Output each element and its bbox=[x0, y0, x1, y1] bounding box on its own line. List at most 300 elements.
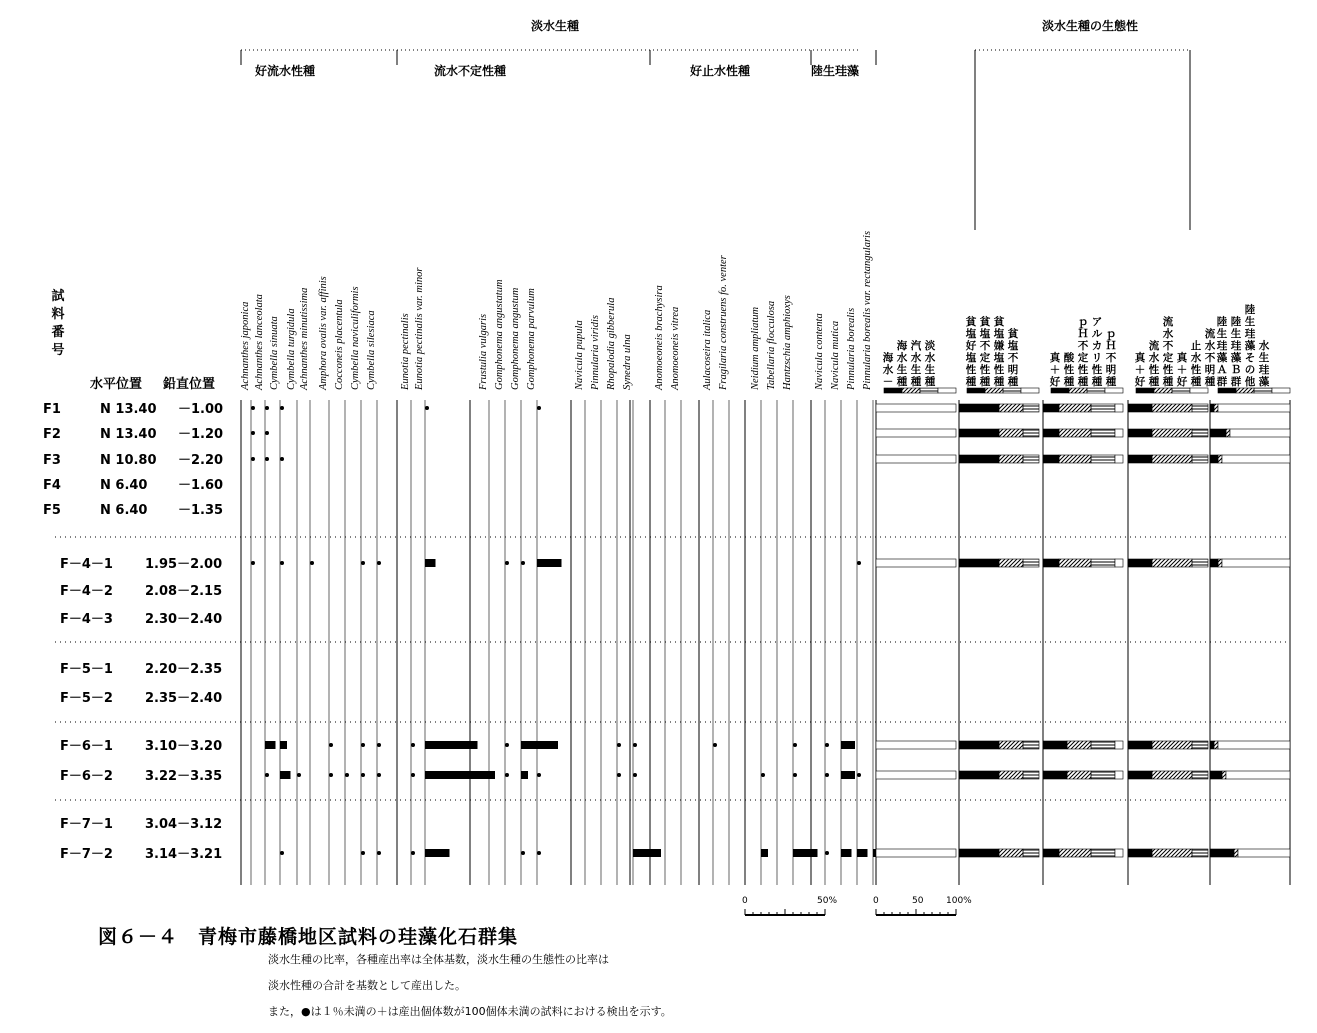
taxon-bar bbox=[280, 771, 291, 779]
eco-bar-segment bbox=[959, 559, 999, 567]
eco-bar-segment bbox=[1043, 849, 1059, 857]
eco-label-char: 定 bbox=[979, 352, 991, 364]
eco-label-char: 止 bbox=[1190, 340, 1202, 352]
eco-label-char: 水 bbox=[1148, 352, 1160, 364]
eco-label-char: 塩 bbox=[993, 328, 1005, 340]
sample-vertical: －1.20 bbox=[178, 427, 224, 442]
taxon-label: Cocconeis placentula bbox=[334, 299, 345, 390]
sample-horizontal: N 13.40 bbox=[100, 427, 157, 442]
eco-bar-segment bbox=[959, 741, 999, 749]
taxon-label: Pinnularia viridis bbox=[590, 315, 601, 390]
eco-label-char: 真 bbox=[1176, 352, 1188, 364]
eco-bar-segment bbox=[1023, 455, 1039, 463]
eco-label-char: 性 bbox=[1162, 364, 1174, 376]
eco-label-char: 生 bbox=[924, 364, 936, 376]
taxon-label: Gomphonema parvulum bbox=[526, 288, 537, 390]
eco-label-char: 種 bbox=[1105, 376, 1117, 388]
eco-bar-segment bbox=[1023, 559, 1039, 567]
eco-bar-segment bbox=[1059, 455, 1091, 463]
taxon-dot bbox=[297, 773, 301, 777]
eco-bar-segment bbox=[1023, 771, 1039, 779]
eco-bar-segment bbox=[1152, 455, 1192, 463]
eco-bar-segment bbox=[1210, 455, 1218, 463]
eco-bar-segment bbox=[1043, 741, 1067, 749]
eco-label-char: 好 bbox=[1049, 376, 1061, 388]
eco-bar-segment bbox=[1091, 404, 1115, 412]
taxon-label: Navicula mutica bbox=[830, 320, 841, 390]
eco-label-char: ｐ bbox=[1105, 328, 1117, 340]
eco-legend-swatch bbox=[1254, 388, 1272, 393]
eco-label-char: 生 bbox=[896, 364, 908, 376]
eco-label-char: 性 bbox=[993, 364, 1005, 376]
taxon-bar bbox=[521, 771, 528, 779]
eco-label-char: 他 bbox=[1244, 376, 1256, 388]
taxon-label: Fragilaria construens fo. venter bbox=[718, 255, 729, 390]
eco-label-char: 不 bbox=[1204, 352, 1216, 364]
row-header-char: 番 bbox=[51, 325, 65, 340]
eco-label-char: 塩 bbox=[1007, 340, 1019, 352]
eco-label-char: 塩 bbox=[979, 328, 991, 340]
eco-label-char: 性 bbox=[1063, 364, 1075, 376]
group-tick bbox=[397, 50, 650, 65]
taxon-dot bbox=[265, 457, 269, 461]
eco-label-char: 明 bbox=[1105, 364, 1117, 376]
taxon-dot bbox=[265, 406, 269, 410]
sample-vertical: －1.60 bbox=[178, 478, 224, 493]
eco-bar-segment bbox=[1043, 455, 1059, 463]
eco-legend-swatch bbox=[1218, 388, 1236, 393]
taxon-dot bbox=[761, 773, 765, 777]
eco-bar-segment bbox=[1091, 559, 1115, 567]
group-label: 好止水性種 bbox=[689, 64, 751, 78]
taxon-dot bbox=[825, 773, 829, 777]
col-horizontal-label: 水平位置 bbox=[90, 377, 143, 392]
eco-label-char: 種 bbox=[993, 376, 1005, 388]
eco-label-char: 流 bbox=[1204, 328, 1216, 340]
eco-label-char: 水 bbox=[1162, 328, 1174, 340]
sample-horizontal: N 6.40 bbox=[100, 503, 148, 518]
eco-label-char: 珪 bbox=[1258, 364, 1270, 376]
taxon-label: Eunotia pectinalis var. minor bbox=[414, 267, 425, 390]
taxon-label: Cymbella sinuata bbox=[269, 316, 280, 390]
eco-bar-segment bbox=[1043, 404, 1059, 412]
taxon-dot bbox=[411, 743, 415, 747]
row-header-char: 料 bbox=[51, 307, 65, 322]
eco-bar-segment bbox=[1218, 741, 1290, 749]
eco-label-char: 種 bbox=[1091, 376, 1103, 388]
eco-bar-segment bbox=[1059, 429, 1091, 437]
taxon-bar bbox=[425, 849, 450, 857]
taxon-bar bbox=[425, 771, 495, 779]
eco-legend-swatch bbox=[1105, 388, 1123, 393]
eco-label-char: 種 bbox=[1148, 376, 1160, 388]
eco-bar-segment bbox=[999, 455, 1023, 463]
sample-id: F3 bbox=[43, 453, 61, 468]
taxon-bar bbox=[841, 771, 855, 779]
eco-label-char: ル bbox=[1091, 328, 1103, 340]
taxon-dot bbox=[633, 773, 637, 777]
eco-label-char: カ bbox=[1091, 340, 1103, 352]
eco-bar-segment bbox=[876, 771, 956, 779]
taxon-dot bbox=[377, 851, 381, 855]
sample-horizontal: 3.22－3.35 bbox=[145, 769, 223, 784]
sample-vertical: －2.20 bbox=[178, 453, 224, 468]
taxon-label: Cymbella silesiaca bbox=[366, 310, 377, 390]
eco-legend-swatch bbox=[920, 388, 938, 393]
eco-bar-segment bbox=[999, 771, 1023, 779]
eco-label-char: の bbox=[1244, 364, 1256, 376]
eco-label-char: ｐ bbox=[1077, 316, 1089, 328]
eco-bar-segment bbox=[1091, 429, 1115, 437]
eco-label-char: 好 bbox=[1176, 376, 1188, 388]
eco-legend-swatch bbox=[1190, 388, 1208, 393]
eco-bar-segment bbox=[1152, 559, 1192, 567]
taxon-dot bbox=[361, 743, 365, 747]
eco-label-char: 不 bbox=[1105, 352, 1117, 364]
eco-bar-segment bbox=[1152, 404, 1192, 412]
eco-bar-segment bbox=[1128, 455, 1152, 463]
sample-id: F－7－2 bbox=[60, 847, 113, 862]
row-header-char: 試 bbox=[51, 289, 65, 304]
taxon-dot bbox=[857, 773, 861, 777]
eco-label-char: 陸 bbox=[1244, 304, 1256, 316]
eco-label-char: 定 bbox=[1162, 352, 1174, 364]
eco-bar-segment bbox=[1115, 455, 1123, 463]
eco-bar-segment bbox=[1152, 741, 1192, 749]
eco-bar-segment bbox=[1192, 404, 1208, 412]
eco-label-char: 貧 bbox=[1007, 328, 1019, 340]
eco-label-char: 流 bbox=[1148, 340, 1160, 352]
taxon-dot bbox=[505, 743, 509, 747]
taxon-label: Anomoeoneis vitrea bbox=[670, 306, 681, 390]
taxa-scale-label: 0 bbox=[742, 896, 748, 906]
taxon-dot bbox=[377, 743, 381, 747]
eco-label-char: 藻 bbox=[1230, 352, 1242, 364]
sample-id: F－4－2 bbox=[60, 584, 113, 599]
eco-bar-segment bbox=[1059, 849, 1091, 857]
eco-label-char: 定 bbox=[1077, 352, 1089, 364]
eco-label-char: 珪 bbox=[1244, 328, 1256, 340]
eco-bar-segment bbox=[1067, 741, 1091, 749]
taxon-dot bbox=[361, 773, 365, 777]
sample-horizontal: 3.10－3.20 bbox=[145, 739, 223, 754]
eco-bar-segment bbox=[1192, 771, 1208, 779]
eco-label-char: Ａ bbox=[1216, 364, 1228, 376]
eco-label-char: 種 bbox=[896, 376, 908, 388]
eco-bar-segment bbox=[1230, 429, 1290, 437]
eco-label-char: 水 bbox=[910, 352, 922, 364]
taxon-dot bbox=[265, 431, 269, 435]
taxon-dot bbox=[280, 457, 284, 461]
eco-bar-segment bbox=[1210, 849, 1234, 857]
eco-bar-segment bbox=[1192, 429, 1208, 437]
eco-label-char: 海 bbox=[896, 340, 908, 352]
eco-bar-segment bbox=[1192, 849, 1208, 857]
eco-label-char: 性 bbox=[1190, 364, 1202, 376]
eco-label-char: 汽 bbox=[910, 340, 922, 352]
eco-bar-segment bbox=[1023, 849, 1039, 857]
taxon-dot bbox=[411, 773, 415, 777]
eco-bar-segment bbox=[999, 849, 1023, 857]
sample-horizontal: 2.35－2.40 bbox=[145, 691, 223, 706]
taxon-label: Cymbella turgidula bbox=[286, 308, 297, 390]
taxon-label: Achnanthes minutissima bbox=[299, 287, 310, 390]
eco-legend-swatch bbox=[938, 388, 956, 393]
eco-bar-segment bbox=[1059, 559, 1091, 567]
eco-bar-segment bbox=[959, 429, 999, 437]
taxon-label: Rhopalodia gibberula bbox=[606, 297, 617, 390]
taxon-dot bbox=[251, 431, 255, 435]
eco-label-char: 種 bbox=[924, 376, 936, 388]
eco-bar-segment bbox=[1210, 559, 1218, 567]
eco-bar-segment bbox=[1222, 455, 1290, 463]
eco-legend-swatch bbox=[1021, 388, 1039, 393]
eco-label-char: 藻 bbox=[1258, 376, 1270, 388]
eco-label-char: Ｂ bbox=[1230, 364, 1242, 376]
eco-label-char: 種 bbox=[965, 376, 977, 388]
eco-label-char: 生 bbox=[1244, 316, 1256, 328]
grid-lines bbox=[55, 50, 1290, 915]
caption-note-3: また，●は１％未満の＋は産出個体数が100個体未満の試料における検出を示す。 bbox=[268, 1005, 672, 1018]
taxon-label: Navicula contenta bbox=[814, 313, 825, 390]
eco-label-char: 種 bbox=[979, 376, 991, 388]
taxon-dot bbox=[825, 743, 829, 747]
eco-label-char: 流 bbox=[1162, 316, 1174, 328]
eco-bracket-tick bbox=[975, 50, 1190, 230]
sample-id: F4 bbox=[43, 478, 61, 493]
taxon-label: Pinnularia borealis var. rectangularis bbox=[862, 230, 873, 390]
eco-scale-label: 50 bbox=[912, 896, 924, 906]
eco-bar-segment bbox=[1210, 404, 1214, 412]
eco-label-char: 酸 bbox=[1063, 352, 1075, 364]
sample-id: F－7－1 bbox=[60, 817, 113, 832]
eco-label-char: 真 bbox=[1134, 352, 1146, 364]
eco-label-char: 性 bbox=[1077, 364, 1089, 376]
eco-legend-swatch bbox=[1051, 388, 1069, 393]
sample-horizontal: 2.20－2.35 bbox=[145, 662, 223, 677]
eco-label-char: Ｈ bbox=[1077, 328, 1089, 340]
eco-label-char: 貧 bbox=[993, 316, 1005, 328]
eco-label-char: 不 bbox=[1077, 340, 1089, 352]
eco-label-char: 種 bbox=[1162, 376, 1174, 388]
eco-bar-segment bbox=[1115, 771, 1123, 779]
eco-bar-segment bbox=[876, 559, 956, 567]
group-tick bbox=[241, 50, 397, 65]
eco-bar-segment bbox=[1226, 771, 1290, 779]
taxon-dot bbox=[617, 743, 621, 747]
taxon-dot bbox=[411, 851, 415, 855]
taxon-dot bbox=[377, 773, 381, 777]
eco-legend-swatch bbox=[1172, 388, 1190, 393]
taxon-dot bbox=[505, 773, 509, 777]
taxon-dot bbox=[425, 406, 429, 410]
taxon-dot bbox=[617, 773, 621, 777]
taxon-dot bbox=[537, 851, 541, 855]
eco-label-char: 明 bbox=[1007, 364, 1019, 376]
taxon-bar bbox=[537, 741, 558, 749]
eco-bar-segment bbox=[1043, 771, 1067, 779]
eco-bar-segment bbox=[1043, 429, 1059, 437]
sample-id: F－6－2 bbox=[60, 769, 113, 784]
eco-label-char: 種 bbox=[1077, 376, 1089, 388]
eco-legend-swatch bbox=[1154, 388, 1172, 393]
eco-label-char: 陸 bbox=[1230, 316, 1242, 328]
eco-bar-segment bbox=[1192, 455, 1208, 463]
taxon-dot bbox=[251, 561, 255, 565]
eco-label-char: 塩 bbox=[993, 352, 1005, 364]
eco-label-char: 性 bbox=[965, 364, 977, 376]
eco-bar-segment bbox=[1192, 741, 1208, 749]
figure-caption: 図６－４ 青梅市藤橋地区試料の珪藻化石群集 bbox=[98, 926, 519, 948]
eco-bar-segment bbox=[1210, 429, 1226, 437]
eco-legend-swatch bbox=[884, 388, 902, 393]
eco-bar-segment bbox=[1218, 559, 1222, 567]
sample-horizontal: N 6.40 bbox=[100, 478, 148, 493]
eco-label-char: 性 bbox=[979, 364, 991, 376]
eco-bar-segment bbox=[959, 404, 999, 412]
eco-label-char: 不 bbox=[1007, 352, 1019, 364]
eco-label-char: 生 bbox=[910, 364, 922, 376]
eco-bar-segment bbox=[1128, 771, 1152, 779]
taxon-dot bbox=[793, 743, 797, 747]
eco-bar-segment bbox=[1210, 771, 1222, 779]
eco-bar-segment bbox=[876, 849, 956, 857]
taxon-label: Tabellaria flocculosa bbox=[766, 300, 777, 390]
eco-bar-segment bbox=[1214, 404, 1218, 412]
taxon-label: Gomphonema angustatum bbox=[494, 279, 505, 390]
eco-scale-label: 0 bbox=[873, 896, 879, 906]
eco-label-char: 種 bbox=[1204, 376, 1216, 388]
eco-bar-segment bbox=[1023, 429, 1039, 437]
taxon-label: Amphora ovalis var. affinis bbox=[318, 276, 329, 390]
eco-label-char: 水 bbox=[924, 352, 936, 364]
taxon-bar bbox=[793, 849, 818, 857]
sample-id: F－5－1 bbox=[60, 662, 113, 677]
group-label: 陸生珪藻 bbox=[810, 64, 860, 78]
eco-label-char: 水 bbox=[1258, 340, 1270, 352]
eco-bar-segment bbox=[1091, 849, 1115, 857]
eco-label-char: 貧 bbox=[979, 316, 991, 328]
eco-bar-segment bbox=[959, 455, 999, 463]
sample-id: F－4－1 bbox=[60, 557, 113, 572]
sample-horizontal: 2.30－2.40 bbox=[145, 612, 223, 627]
taxon-label: Aulacoseira italica bbox=[702, 309, 713, 390]
taxon-bar bbox=[425, 559, 436, 567]
sample-id: F1 bbox=[43, 402, 61, 417]
taxon-bar bbox=[280, 741, 287, 749]
sample-horizontal: 3.14－3.21 bbox=[145, 847, 223, 862]
taxon-dot bbox=[329, 773, 333, 777]
eco-bar-segment bbox=[1214, 741, 1218, 749]
eco-label-char: 性 bbox=[1091, 364, 1103, 376]
taxon-dot bbox=[310, 561, 314, 565]
sample-horizontal: 2.08－2.15 bbox=[145, 584, 223, 599]
eco-legend-swatch bbox=[1136, 388, 1154, 393]
taxon-dot bbox=[329, 743, 333, 747]
eco-label-char: 塩 bbox=[965, 328, 977, 340]
taxon-bar bbox=[537, 559, 562, 567]
eco-label-char: 生 bbox=[1258, 352, 1270, 364]
eco-bar-segment bbox=[999, 559, 1023, 567]
caption-note-1: 淡水生種の比率，各種産出率は全体基数，淡水生種の生態性の比率は bbox=[268, 953, 609, 966]
eco-bar-segment bbox=[1067, 771, 1091, 779]
sample-horizontal: 1.95－2.00 bbox=[145, 557, 223, 572]
taxon-label: Neidium ampliatum bbox=[750, 306, 761, 390]
taxon-label: Achnanthes lanceolata bbox=[254, 294, 265, 390]
sample-horizontal: 3.04－3.12 bbox=[145, 817, 223, 832]
taxon-label: Cymbella naviculiformis bbox=[350, 286, 361, 390]
taxon-label: Frustulia vulgaris bbox=[478, 313, 489, 390]
eco-label-char: 嫌 bbox=[993, 340, 1005, 352]
eco-bar-segment bbox=[999, 429, 1023, 437]
eco-label-char: Ｈ bbox=[1105, 340, 1117, 352]
eco-label-char: リ bbox=[1091, 352, 1103, 364]
taxon-bar bbox=[633, 849, 661, 857]
eco-label-char: 塩 bbox=[965, 352, 977, 364]
eco-label-char: 好 bbox=[1134, 376, 1146, 388]
eco-label-char: 種 bbox=[910, 376, 922, 388]
caption-note-2: 淡水性種の合計を基数として産出した。 bbox=[268, 979, 466, 992]
eco-bar-segment bbox=[1128, 404, 1152, 412]
eco-label-char: 陸 bbox=[1216, 316, 1228, 328]
eco-bar-segment bbox=[1234, 849, 1238, 857]
taxon-dot bbox=[793, 773, 797, 777]
group-tick bbox=[650, 50, 811, 65]
taxa-bars bbox=[251, 406, 880, 857]
eco-bar-segment bbox=[876, 455, 956, 463]
eco-bar-segment bbox=[1222, 771, 1226, 779]
eco-label-char: 群 bbox=[1230, 376, 1242, 388]
eco-label-char: 水 bbox=[1204, 340, 1216, 352]
eco-bar-segment bbox=[1152, 771, 1192, 779]
eco-label-char: 真 bbox=[1049, 352, 1061, 364]
taxon-dot bbox=[280, 851, 284, 855]
eco-bar-segment bbox=[1115, 404, 1123, 412]
taxon-bar bbox=[521, 741, 539, 749]
taxon-bar bbox=[265, 741, 276, 749]
taxon-bar bbox=[841, 741, 855, 749]
sample-id: F2 bbox=[43, 427, 61, 442]
taxon-label: Hantzschia amphioxys bbox=[782, 295, 793, 390]
eco-label-char: 種 bbox=[1063, 376, 1075, 388]
eco-legend-swatch bbox=[985, 388, 1003, 393]
taxon-bar bbox=[425, 741, 478, 749]
eco-legend-swatch bbox=[1069, 388, 1087, 393]
eco-legend-swatch bbox=[1087, 388, 1105, 393]
eco-label-char: 藻 bbox=[1244, 340, 1256, 352]
eco-label-char: ＋ bbox=[1134, 364, 1146, 376]
eco-bar-segment bbox=[1128, 849, 1152, 857]
eco-legend-swatch bbox=[902, 388, 920, 393]
group-header: 淡水生種 bbox=[530, 19, 580, 33]
eco-bar-segment bbox=[1210, 741, 1214, 749]
eco-label-char: 水 bbox=[882, 364, 894, 376]
taxon-label: Pinnularia borealis bbox=[846, 307, 857, 390]
row-header-char: 号 bbox=[51, 343, 65, 358]
eco-bar-segment bbox=[1115, 559, 1123, 567]
eco-label-char: 水 bbox=[896, 352, 908, 364]
taxon-dot bbox=[537, 406, 541, 410]
eco-legend-swatch bbox=[1272, 388, 1290, 393]
eco-bar-segment bbox=[1128, 741, 1152, 749]
eco-bar-segment bbox=[876, 741, 956, 749]
taxon-dot bbox=[251, 457, 255, 461]
eco-label-char: ＋ bbox=[1176, 364, 1188, 376]
taxon-dot bbox=[521, 851, 525, 855]
eco-bar-segment bbox=[1128, 429, 1152, 437]
eco-label-char: そ bbox=[1244, 352, 1256, 364]
taxon-dot bbox=[633, 743, 637, 747]
